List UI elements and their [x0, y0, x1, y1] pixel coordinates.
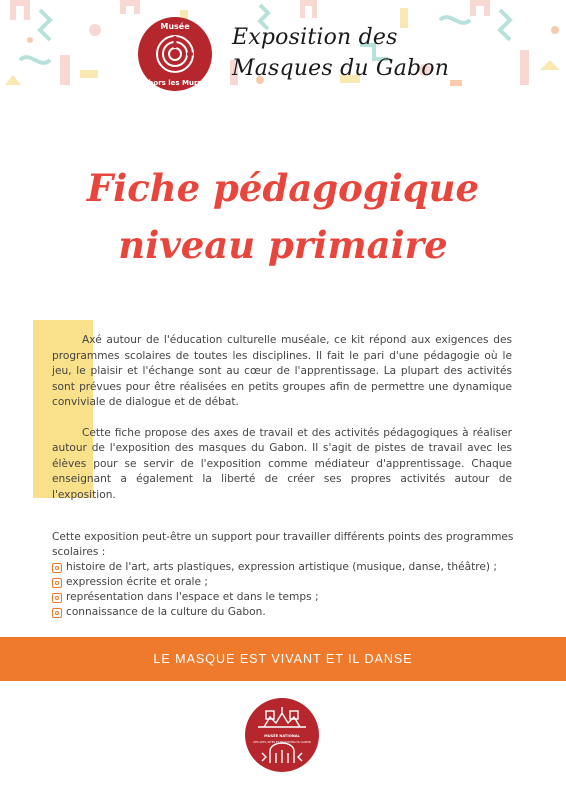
- bullet-icon: [52, 593, 62, 603]
- bullet-icon: [52, 563, 62, 573]
- musee-hors-les-murs-logo: [137, 16, 213, 92]
- museum-name-line2: DES ARTS, RITES ET TRADITIONS DU GABON: [253, 741, 311, 744]
- page-title-line2: niveau primaire: [118, 223, 448, 267]
- intro-paragraph-2: Cette fiche propose des axes de travail et des activités pédagogiques à réaliser autour de l'exposition des masques du Gabon. Il s'agit de pistes de travail avec les élèves pour se servir de l'exposition comme médiateur d'apprentissage. Chaque enseignant a également la liberté de créer ses propres activités autour de l'exposition.: [52, 426, 512, 501]
- logo-text-bottom: hors les Murs: [148, 79, 202, 87]
- list-item: expression écrite et orale ;: [52, 575, 522, 590]
- logo-text-top: Musée: [160, 22, 190, 31]
- exhibition-title: [232, 22, 449, 84]
- intro-paragraph-1: Axé autour de l'éducation culturelle muséale, ce kit répond aux exigences des programmes scolaires de toutes les disciplines. Il fait le pari d'une pédagogie où le jeu, le plaisir et l'échange sont au cœur de l'apprentissage. La plupart des activités sont prévues pour être réalisées en petits groupes afin de permettre une dynamique conviviale de dialogue et de débat.: [52, 334, 512, 408]
- list-item: représentation dans l'espace et dans le temps ;: [52, 590, 522, 605]
- points-list: [52, 560, 522, 620]
- points-lead: Cette exposition peut-être un support pour travailler différents points des programmes scolaires :: [52, 531, 514, 558]
- exhibition-title-line1: Exposition des: [232, 25, 398, 50]
- page-title: [0, 160, 566, 274]
- exhibition-title-line2: Masques du Gabon: [232, 56, 450, 81]
- page-title-line1: Fiche pédagogique: [86, 166, 480, 210]
- list-item: histoire de l'art, arts plastiques, expression artistique (musique, danse, théâtre) ;: [52, 560, 522, 575]
- musee-national-logo: [244, 697, 320, 773]
- slogan-text: LE MASQUE EST VIVANT ET IL DANSE: [153, 652, 413, 666]
- bullet-icon: [52, 608, 62, 618]
- intro-text: [52, 333, 512, 518]
- bullet-icon: [52, 578, 62, 588]
- list-item: connaissance de la culture du Gabon.: [52, 605, 522, 620]
- program-points: [52, 530, 522, 620]
- museum-name-line1: MUSÉE NATIONAL: [264, 734, 300, 738]
- slogan-banner: [0, 637, 566, 681]
